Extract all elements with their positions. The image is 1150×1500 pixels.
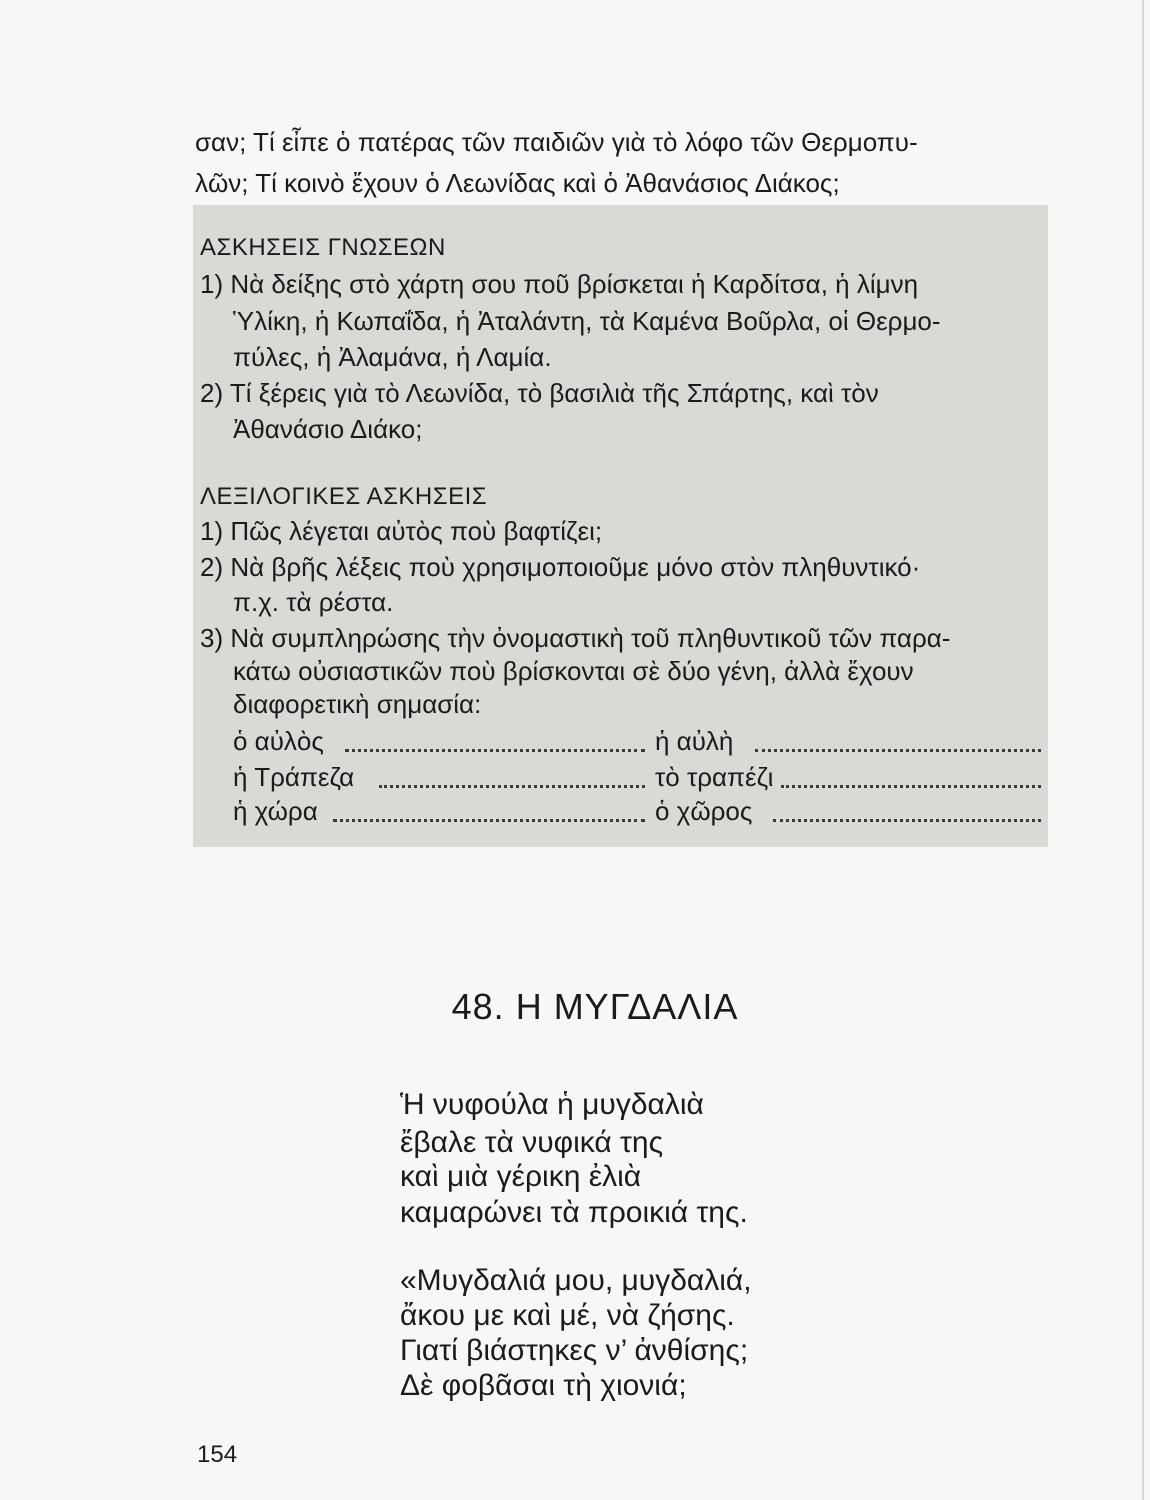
- fill-left-word: ἡ Τράπεζα: [233, 762, 355, 792]
- poem-line: καμαρώνει τὰ προικιά της.: [400, 1196, 748, 1229]
- vocabulary-question-3: 3) Νὰ συμπληρώσης τὴν ὀνομαστικὴ τοῦ πληθυντικοῦ τῶν παρα-: [200, 623, 951, 653]
- vocabulary-question-3-line-2: κάτω οὐσιαστικῶν ποὺ βρίσκονται σὲ δύο γένη, ἀλλὰ ἔχουν: [233, 656, 914, 686]
- knowledge-question-1-line-2: Ὑλίκη, ἡ Κωπαΐδα, ἡ Ἀταλάντη, τὰ Καμένα Βοῦρλα, οἱ Θερμο-: [233, 306, 941, 336]
- knowledge-question-1-line-3: πύλες, ἡ Ἀλαμάνα, ἡ Λαμία.: [233, 342, 552, 372]
- lesson-title: 48. Η ΜΥΓΔΑΛΙΑ: [451, 986, 739, 1027]
- fill-blank-right: [773, 819, 1041, 822]
- vocabulary-exercises-heading: ΛΕΞΙΛΟΓΙΚΕΣ ΑΣΚΗΣΕΙΣ: [200, 483, 488, 510]
- knowledge-question-2: 2) Τί ξέρεις γιὰ τὸ Λεωνίδα, τὸ βασιλιὰ τῆς Σπάρτης, καὶ τὸν: [200, 378, 879, 408]
- intro-line-1: σαν; Τί εἶπε ὁ πατέρας τῶν παιδιῶν γιὰ τὸ λόφο τῶν Θερμοπυ-: [195, 127, 918, 157]
- fill-blank-right: [781, 785, 1041, 788]
- fill-right-word: ὁ χῶρος: [655, 796, 753, 826]
- fill-in-row: [233, 761, 1041, 793]
- knowledge-question-1: 1) Νὰ δείξης στὸ χάρτη σου ποῦ βρίσκεται ἡ Καρδίτσα, ἡ λίμνη: [200, 269, 919, 299]
- page-number: 154: [197, 1441, 238, 1468]
- fill-blank-right: [755, 749, 1041, 752]
- fill-blank-left: [379, 785, 645, 788]
- poem-line: Γιατί βιάστηκες ν’ ἀνθίσης;: [400, 1334, 749, 1367]
- poem-line: ἄκου με καὶ μέ, νὰ ζήσης.: [400, 1299, 735, 1332]
- knowledge-exercises-heading: ΑΣΚΗΣΕΙΣ ΓΝΩΣΕΩΝ: [200, 234, 446, 261]
- fill-in-row: [233, 795, 1041, 827]
- poem-line: «Μυγδαλιά μου, μυγδαλιά,: [400, 1264, 752, 1297]
- page-edge: [1142, 0, 1144, 1500]
- knowledge-question-2-line-2: Ἀθανάσιο Διάκο;: [233, 414, 423, 444]
- poem-line: καὶ μιὰ γέρικη ἐλιὰ: [400, 1160, 642, 1193]
- poem-line: Δὲ φοβᾶσαι τὴ χιονιά;: [400, 1369, 687, 1402]
- fill-left-word: ὁ αὐλὸς: [233, 726, 324, 756]
- poem-line: Ἡ νυφούλα ἡ μυγδαλιὰ: [400, 1088, 704, 1121]
- intro-line-2: λῶν; Τί κοινὸ ἔχουν ὁ Λεωνίδας καὶ ὁ Ἀθανάσιος Διάκος;: [195, 168, 840, 198]
- fill-blank-left: [345, 749, 645, 752]
- fill-in-row: [233, 725, 1041, 757]
- vocabulary-question-2: 2) Νὰ βρῆς λέξεις ποὺ χρησιμοποιοῦμε μόνο στὸν πληθυντικό·: [200, 552, 921, 582]
- fill-left-word: ἡ χώρα: [233, 796, 318, 826]
- fill-right-word: ἡ αὐλὴ: [655, 726, 734, 756]
- vocabulary-question-1: 1) Πῶς λέγεται αὐτὸς ποὺ βαφτίζει;: [200, 516, 603, 546]
- vocabulary-question-3-line-3: διαφορετικὴ σημασία:: [233, 689, 482, 719]
- fill-blank-left: [333, 819, 645, 822]
- poem-line: ἔβαλε τὰ νυφικά της: [400, 1126, 664, 1159]
- fill-right-word: τὸ τραπέζι: [655, 762, 774, 792]
- vocabulary-question-2-line-2: π.χ. τὰ ρέστα.: [233, 587, 394, 617]
